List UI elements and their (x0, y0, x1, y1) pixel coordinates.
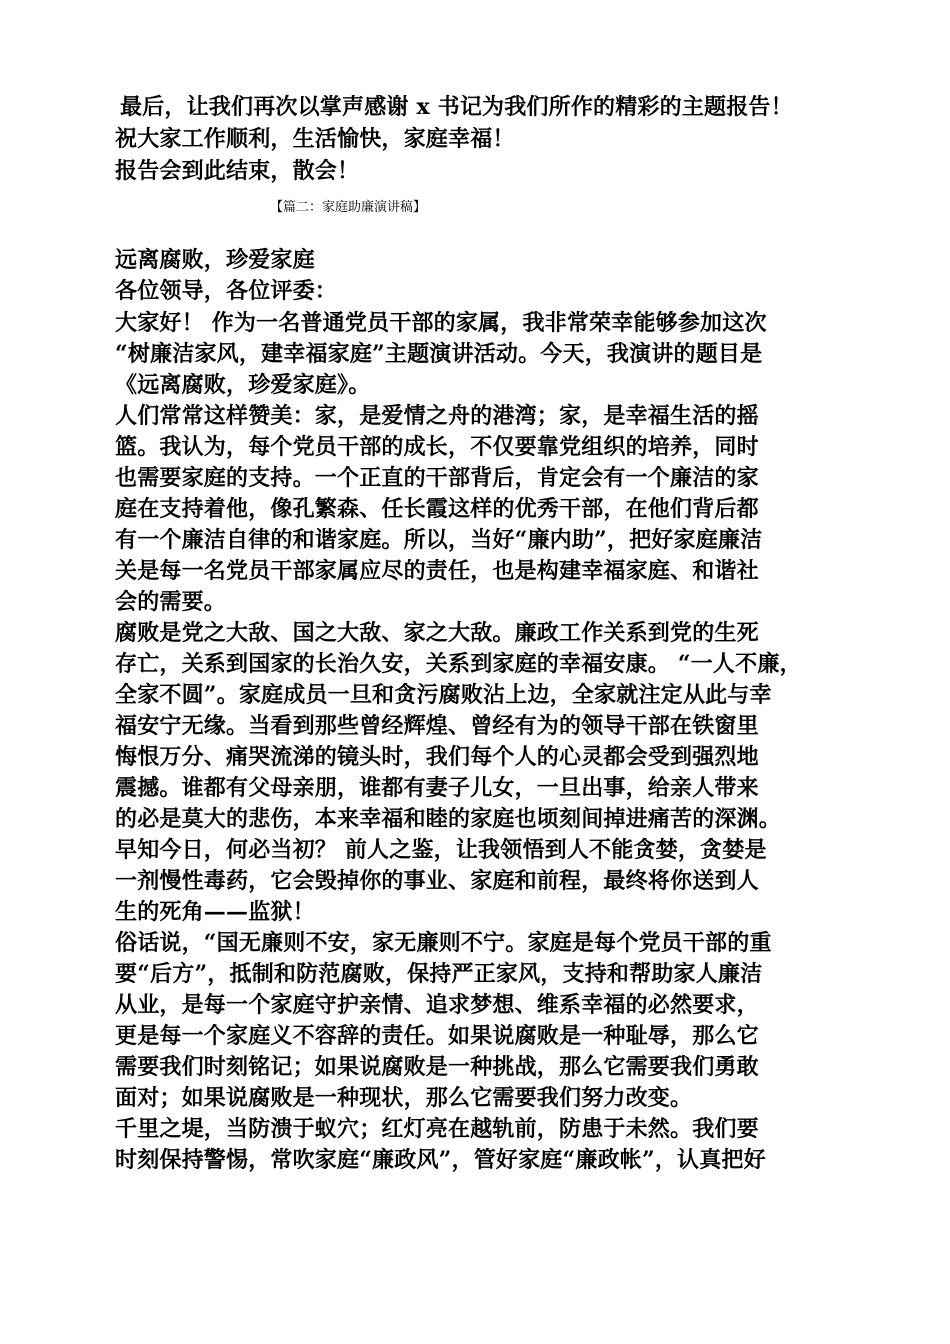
paragraph-line: 从业，是每一个家庭守护亲情、追求梦想、维系幸福的必然要求， (115, 992, 759, 1018)
paragraph-line: 《远离腐败，珍爱家庭》。 (115, 372, 371, 398)
paragraph-line: “树廉洁家风，建幸福家庭”主题演讲活动。今天，我演讲的题目是 (115, 341, 763, 367)
paragraph-line: 一剂慢性毒药，它会毁掉你的事业、家庭和前程，最终将你送到人 (115, 868, 759, 894)
paragraph-line: 的必是莫大的悲伤，本来幸福和睦的家庭也顷刻间掉进痛苦的深渊。 (115, 806, 782, 832)
paragraph-line: 生的死角——监狱！ (115, 899, 315, 925)
paragraph-line: 腐败是党之大敌、国之大敌、家之大敌。廉政工作关系到党的生死 (115, 620, 759, 646)
paragraph-line: 福安宁无缘。当看到那些曾经辉煌、曾经有为的领导干部在铁窗里 (115, 713, 759, 739)
section-subtitle: 【篇二：家庭助廉演讲稿】 (270, 200, 427, 215)
paragraph-line: 关是每一名党员干部家属应尽的责任，也是构建幸福家庭、和谐社 (115, 558, 759, 584)
paragraph-line: 庭在支持着他，像孔繁森、任长霞这样的优秀干部，在他们背后都 (115, 496, 759, 522)
closing-line-2: 祝大家工作顺利，生活愉快，家庭幸福！ (115, 126, 515, 152)
paragraph-line: 存亡，关系到国家的长治久安，关系到家庭的幸福安康。 “一人不廉， (115, 651, 802, 677)
paragraph-line: 人们常常这样赞美：家，是爱情之舟的港湾；家，是幸福生活的摇 (115, 403, 759, 429)
paragraph-line: 需要我们时刻铭记；如果说腐败是一种挑战，那么它需要我们勇敢 (115, 1054, 759, 1080)
paragraph-line: 千里之堤，当防溃于蚁穴；红灯亮在越轨前，防患于未然。我们要 (115, 1116, 759, 1142)
paragraph-line: 俗话说，“国无廉则不安，家无廉则不宁。家庭是每个党员干部的重 (115, 930, 772, 956)
paragraph-line: 也需要家庭的支持。一个正直的干部背后，肯定会有一个廉洁的家 (115, 465, 759, 491)
paragraph-line: 会的需要。 (115, 589, 227, 615)
paragraph-line: 更是每一个家庭义不容辞的责任。如果说腐败是一种耻辱，那么它 (115, 1023, 759, 1049)
closing-line-3: 报告会到此结束，散会！ (115, 158, 360, 184)
paragraph-line: 悔恨万分、痛哭流涕的镜头时，我们每个人的心灵都会受到强烈地 (115, 744, 759, 770)
paragraph-line: 篮。我认为，每个党员干部的成长，不仅要靠党组织的培养，同时 (115, 434, 759, 460)
paragraph-line: 震撼。谁都有父母亲朋，谁都有妻子儿女，一旦出事，给亲人带来 (115, 775, 759, 801)
paragraph-line: 面对；如果说腐败是一种现状，那么它需要我们努力改变。 (115, 1085, 693, 1111)
paragraph-line: 要“后方”，抵制和防范腐败，保持严正家风，支持和帮助家人廉洁 (115, 961, 763, 987)
paragraph-line: 时刻保持警惕，常吹家庭“廉政风”，管好家庭“廉政帐”，认真把好 (115, 1147, 766, 1173)
paragraph-line: 全家不圆”。家庭成员一旦和贪污腐败沾上边，全家就注定从此与幸 (115, 682, 772, 708)
paragraph-line: 有一个廉洁自律的和谐家庭。所以，当好“廉内助”，把好家庭廉洁 (115, 527, 763, 553)
speech-title: 远离腐败，珍爱家庭 (115, 247, 315, 273)
salutation: 各位领导，各位评委： (115, 278, 338, 304)
paragraph-line: 早知今日，何必当初？ 前人之鉴，让我领悟到人不能贪婪，贪婪是 (115, 837, 767, 863)
closing-line-1: 最后，让我们再次以掌声感谢 x 书记为我们所作的精彩的主题报告！ (120, 94, 793, 120)
paragraph-line: 大家好！ 作为一名普通党员干部的家属，我非常荣幸能够参加这次 (115, 310, 767, 336)
